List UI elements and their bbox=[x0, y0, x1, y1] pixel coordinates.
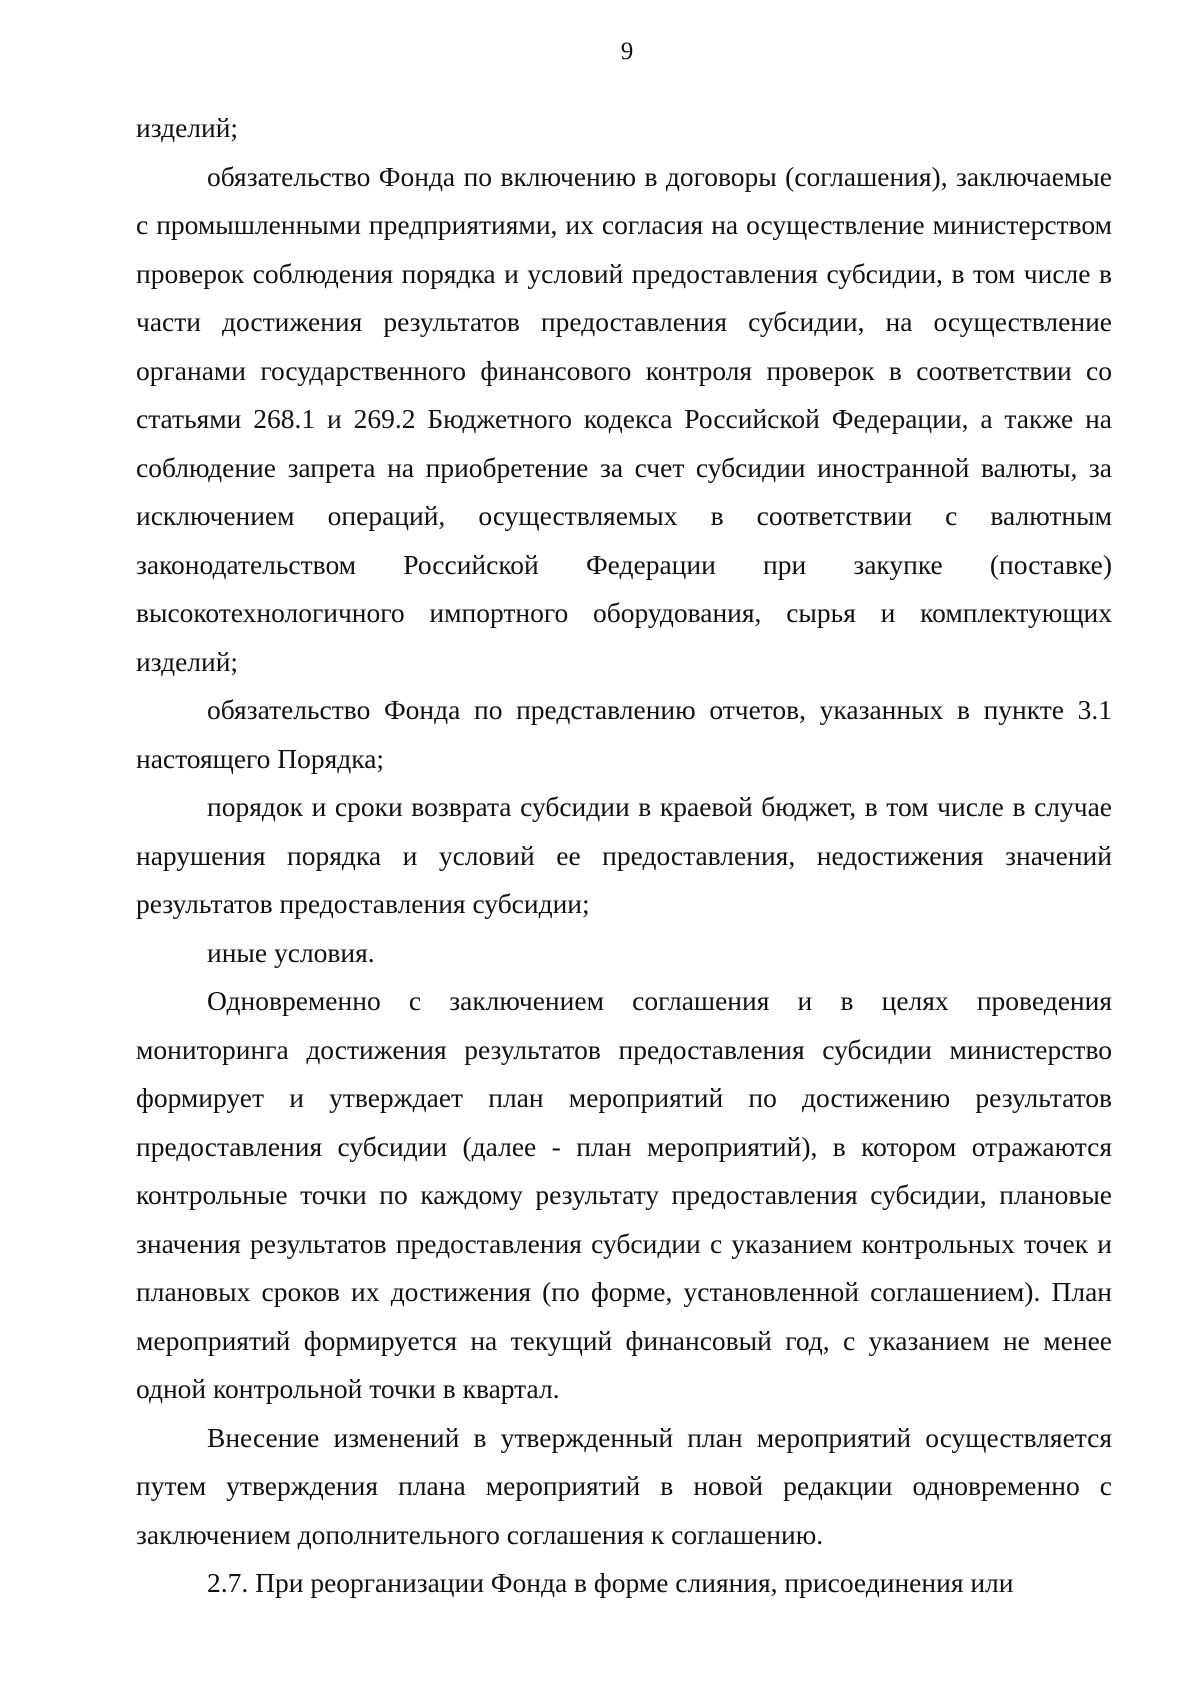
page-number: 9 bbox=[620, 38, 634, 65]
paragraph-fund-obligation-reports: обязательство Фонда по представлению отчетов, указанных в пункте 3.1 настоящего Порядка; bbox=[136, 694, 1112, 774]
paragraph-return-procedure: порядок и сроки возврата субсидии в краевой бюджет, в том числе в случае нарушения порядка и условий ее предоставления, недостижения значений результатов предоставления субсидии; bbox=[136, 791, 1112, 919]
paragraph-continuation: изделий; bbox=[136, 112, 239, 143]
paragraph-section-2-7: 2.7. При реорганизации Фонда в форме слияния, присоединения или bbox=[207, 1567, 1014, 1598]
paragraph-fund-obligation-inspections: обязательство Фонда по включению в договоры (соглашения), заключаемые с промышленными предприятиями, их согласия на осуществление министерством проверок соблюдения порядка и условий предоставления субсидии, в том числе в части достижения результатов предоставления субсидии, на осуществление органами государственного финансового контроля проверок в соответствии со статьями 268.1 и 269.2 Бюджетного кодекса Российской Федерации, а также на соблюдение запрета на приобретение за счет субсидии иностранной валюты, за исключением операций, осуществляемых в соответствии с валютным законодательством Российской Федерации при закупке (поставке) высокотехнологичного импортного оборудования, сырья и комплектующих изделий; bbox=[136, 160, 1112, 677]
paragraph-plan-amendments: Внесение изменений в утвержденный план мероприятий осуществляется путем утверждения плана мероприятий в новой редакции одновременно с заключением дополнительного соглашения к соглашению. bbox=[136, 1421, 1112, 1550]
paragraph-action-plan: Одновременно с заключением соглашения и в целях проведения мониторинга достижения результатов предоставления субсидии министерство формирует и утверждает план мероприятий по достижению результатов предоставления субсидии (далее - план мероприятий), в котором отражаются контрольные точки по каждому результату предоставления субсидии, плановые значения результатов предоставления субсидии с указанием контрольных точек и плановых сроков их достижения (по форме, установленной соглашением). План мероприятий формируется на текущий финансовый год, с указанием не менее одной контрольной точки в квартал. bbox=[136, 985, 1112, 1404]
paragraph-other-conditions: иные условия. bbox=[207, 936, 375, 968]
document-body bbox=[136, 104, 1112, 1608]
